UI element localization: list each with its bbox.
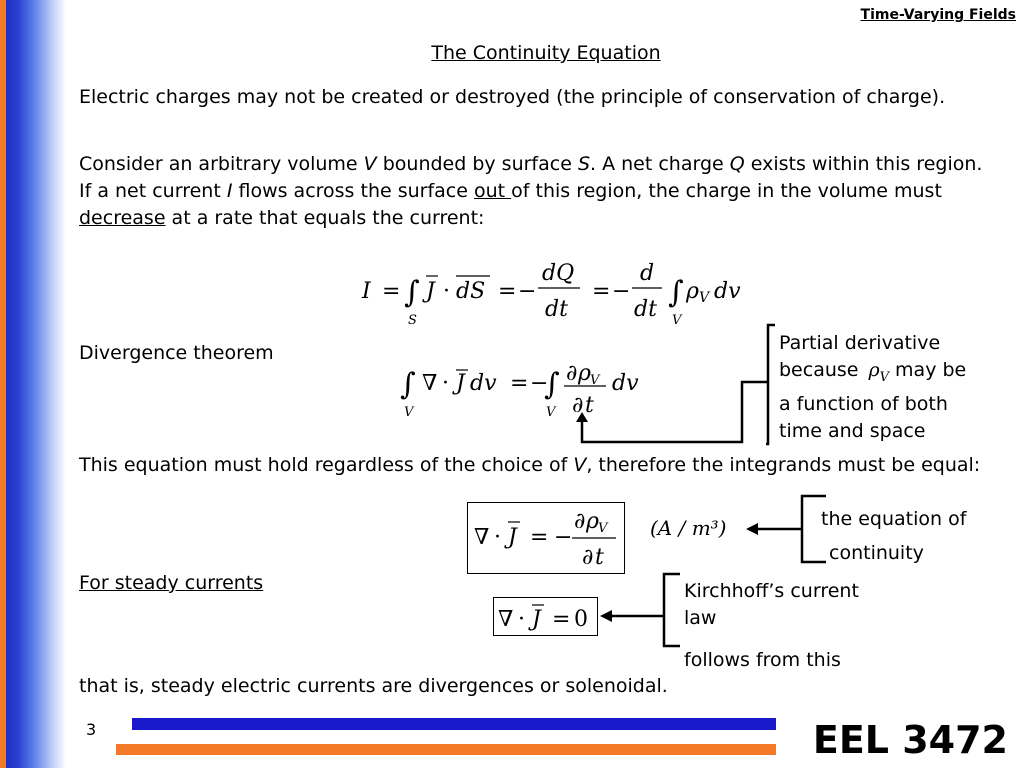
svg-text:V: V: [404, 405, 414, 420]
divergence-theorem-label: Divergence theorem: [79, 342, 274, 364]
callout-kirchhoff-bracket: [594, 570, 690, 650]
svg-text:−: −: [518, 279, 537, 304]
sidebar-blue-gradient: [6, 0, 66, 768]
page-number: 3: [86, 720, 97, 739]
svg-text:·: ·: [518, 607, 525, 632]
equation-steady-current: [496, 599, 596, 633]
footer-orange-bar: [116, 744, 776, 755]
sidebar-decoration: [0, 0, 66, 768]
svg-text:∂: ∂: [572, 393, 584, 418]
steady-currents-label: For steady currents: [79, 572, 264, 594]
svg-text:∇: ∇: [422, 371, 438, 396]
svg-text:=: =: [498, 279, 517, 304]
paragraph-solenoidal: that is, steady electric currents are divergences or solenoidal.: [79, 675, 668, 697]
paragraph-integrands: This equation must hold regardless of the choice of V, therefore the integrands must be equal:: [79, 454, 981, 476]
svg-text:∫: ∫: [400, 367, 416, 402]
units-label: (A / m³): [650, 516, 727, 540]
svg-text:J: J: [456, 371, 465, 396]
svg-text:dv: dv: [470, 371, 497, 396]
svg-text:d: d: [640, 261, 655, 286]
svg-text:J: J: [532, 607, 541, 632]
svg-text:t: t: [585, 393, 594, 418]
svg-text:∇: ∇: [498, 607, 514, 632]
svg-text:∫: ∫: [668, 275, 684, 310]
svg-text:−: −: [554, 525, 573, 550]
svg-text:dS: dS: [456, 279, 486, 304]
svg-text:dv: dv: [612, 371, 639, 396]
svg-text:V: V: [590, 373, 600, 388]
svg-text:dQ: dQ: [542, 261, 575, 286]
paragraph-volume: Consider an arbitrary volume V bounded by surface S. A net charge Q exists within this region. If a net current I flows across the surface out of this region, the charge in the volume must decrease at a rate that equals the current:: [79, 153, 983, 229]
svg-text:V: V: [598, 521, 608, 536]
svg-text:V: V: [546, 405, 556, 420]
course-code: EEL 3472: [812, 718, 1008, 762]
svg-text:∂: ∂: [574, 509, 586, 534]
svg-text:=: =: [382, 279, 401, 304]
svg-text:·: ·: [442, 371, 449, 396]
svg-text:0: 0: [574, 607, 588, 632]
svg-text:V: V: [699, 290, 710, 306]
svg-text:=: =: [552, 607, 571, 632]
svg-text:ρ: ρ: [586, 509, 599, 534]
svg-text:=: =: [592, 279, 611, 304]
svg-text:−: −: [530, 371, 549, 396]
svg-text:J: J: [508, 525, 517, 550]
paragraph-conservation: Electric charges may not be created or destroyed (the principle of conservation of charge).: [79, 86, 946, 108]
svg-text:·: ·: [443, 279, 450, 304]
svg-text:∫: ∫: [404, 275, 420, 310]
svg-text:dt: dt: [634, 297, 657, 322]
callout-partial-bracket: [570, 320, 780, 450]
svg-text:∫: ∫: [544, 367, 560, 402]
header-title: Time-Varying Fields: [860, 7, 1016, 23]
svg-text:∂: ∂: [566, 361, 578, 386]
callout-continuity-bracket: [740, 492, 830, 566]
callout-partial-derivative: Partial derivative because $\rho_V$ may be a function of both time and space: [779, 332, 967, 442]
svg-text:dv: dv: [714, 279, 741, 304]
footer-blue-bar: [132, 718, 776, 730]
svg-text:dt: dt: [545, 297, 568, 322]
svg-text:J: J: [426, 279, 435, 304]
svg-text:=: =: [510, 371, 529, 396]
svg-text:ρ: ρ: [686, 279, 699, 304]
svg-text:−: −: [612, 279, 631, 304]
svg-text:∂: ∂: [582, 545, 594, 570]
svg-text:=: =: [530, 525, 549, 550]
callout-continuity: the equation of continuity: [821, 508, 967, 564]
rho-v-symbol: $\rho_V$: [868, 359, 890, 385]
svg-text:ρ: ρ: [578, 361, 591, 386]
equation-continuity: [470, 506, 622, 570]
svg-text:∇: ∇: [474, 525, 490, 550]
callout-kirchhoff: Kirchhoff’s current law follows from this: [684, 580, 859, 671]
svg-text:V: V: [672, 313, 682, 328]
svg-text:I: I: [362, 279, 371, 304]
svg-text:·: ·: [494, 525, 501, 550]
svg-text:S: S: [408, 313, 417, 328]
slide-title: The Continuity Equation: [431, 42, 661, 64]
svg-text:t: t: [595, 545, 604, 570]
